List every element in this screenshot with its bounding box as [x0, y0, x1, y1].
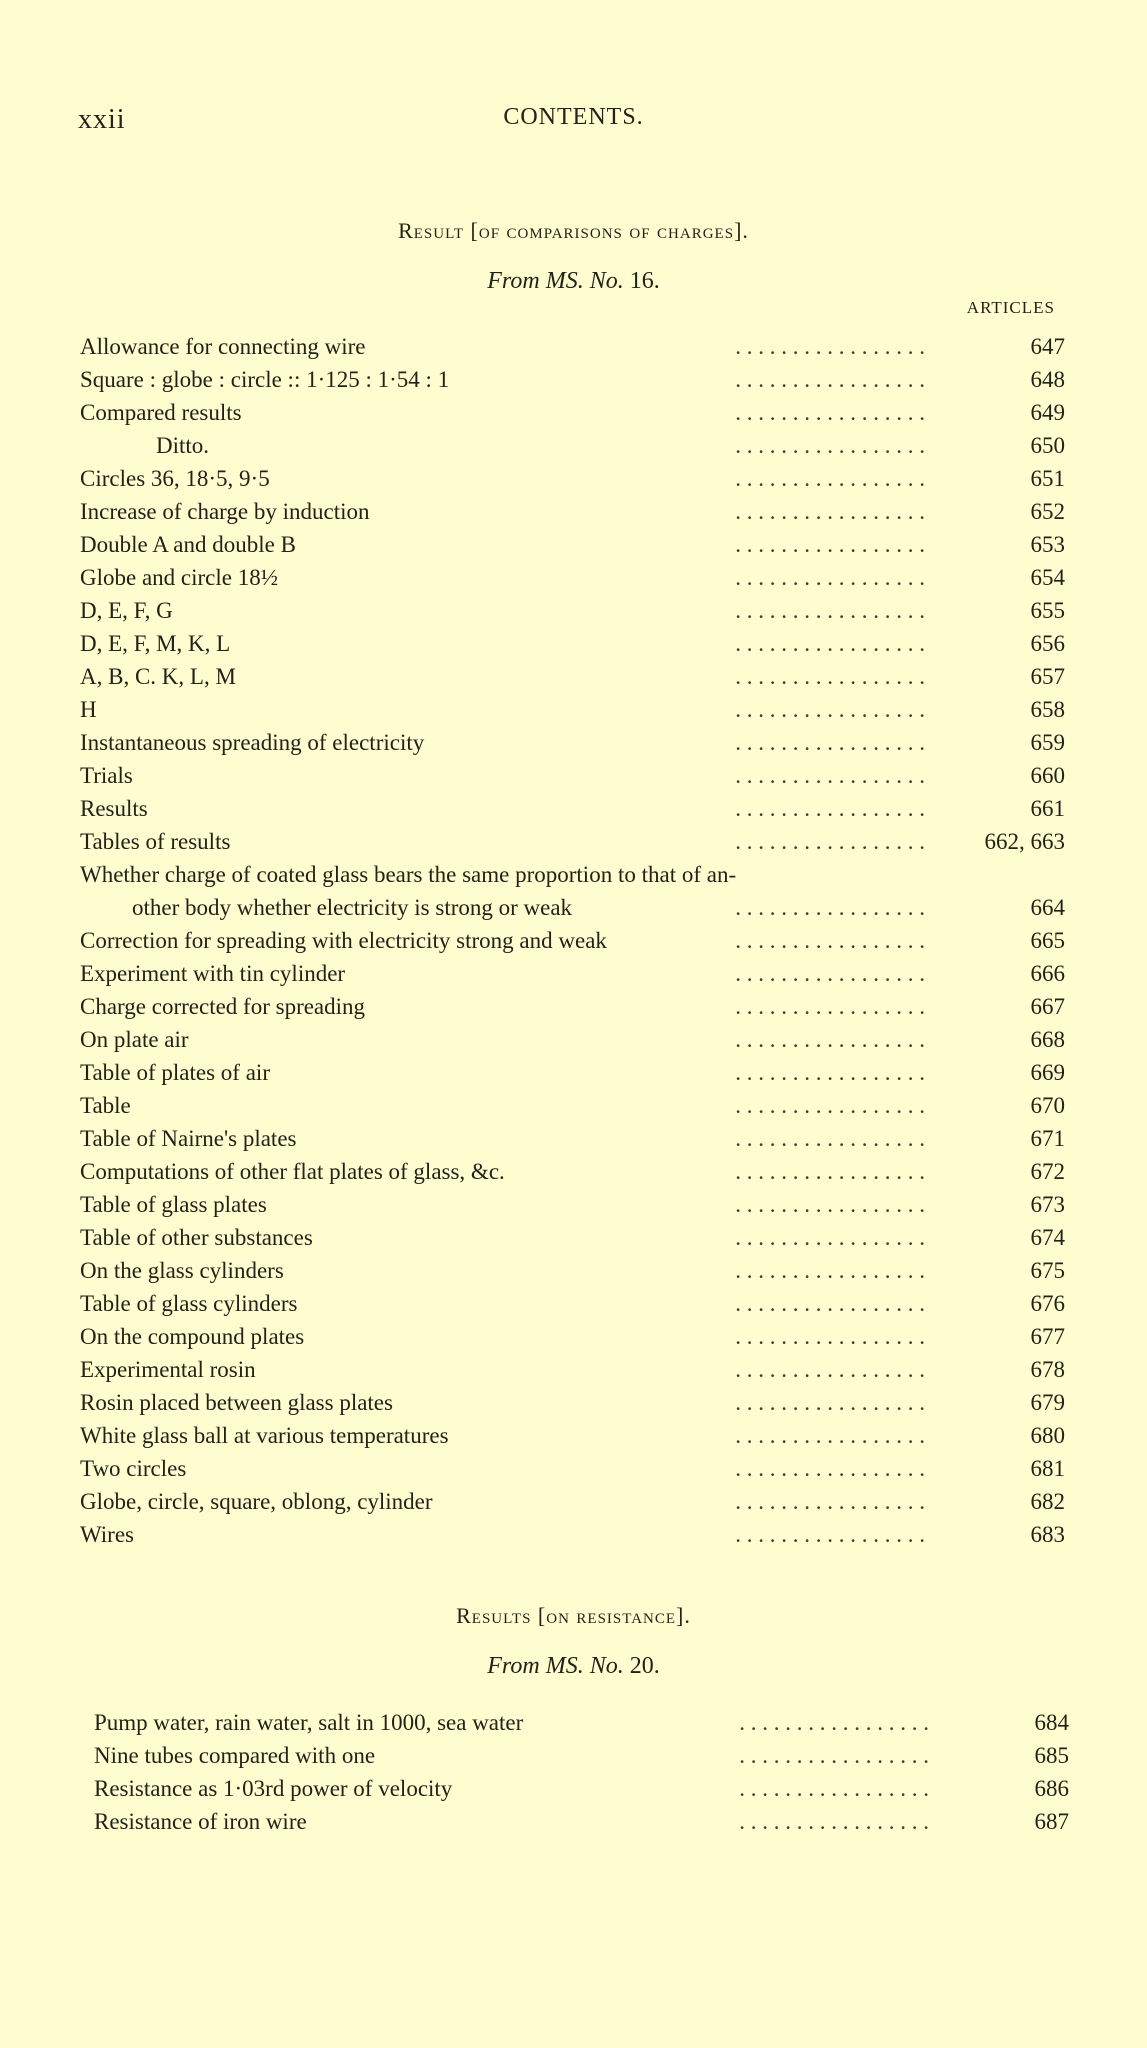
- toc-entry: [80, 1518, 1065, 1551]
- entry-label: White glass ball at various temperatures: [80, 1419, 455, 1452]
- toc-entry: [80, 1485, 1065, 1518]
- entry-label: Experiment with tin cylinder: [80, 957, 351, 990]
- dot-leader: . . . . . . . . . . . . . . . . .: [735, 664, 925, 689]
- toc-entry: [80, 1386, 1065, 1419]
- section-source-charges: [0, 268, 1147, 295]
- dot-leader: . . . . . . . . . . . . . . . . .: [739, 1809, 929, 1834]
- toc-entry: [80, 429, 1065, 462]
- toc-entry: [80, 627, 1065, 660]
- section-title-charges: Result [of comparisons of charges].: [398, 218, 749, 243]
- page-number: xxii: [78, 104, 126, 135]
- article-number: 687: [1034, 1809, 1069, 1834]
- dot-leader: . . . . . . . . . . . . . . . . .: [735, 895, 925, 920]
- entry-label: Ditto.: [156, 429, 215, 462]
- dot-leader: . . . . . . . . . . . . . . . . .: [735, 1522, 925, 1547]
- entry-label: Instantaneous spreading of electricity: [80, 726, 430, 759]
- article-number: 656: [1030, 631, 1065, 656]
- entry-label: H: [80, 693, 103, 726]
- article-number: 686: [1034, 1776, 1069, 1801]
- entry-label: Pump water, rain water, salt in 1000, sea water: [94, 1706, 529, 1739]
- article-number: 662, 663: [984, 829, 1065, 854]
- dot-leader: . . . . . . . . . . . . . . . . .: [735, 565, 925, 590]
- dot-leader: . . . . . . . . . . . . . . . . .: [735, 730, 925, 755]
- article-number: 671: [1030, 1126, 1065, 1151]
- dot-leader: . . . . . . . . . . . . . . . . .: [735, 961, 925, 986]
- dot-leader: . . . . . . . . . . . . . . . . .: [739, 1743, 929, 1768]
- page-header: [78, 104, 1069, 144]
- toc-entry: [80, 792, 1065, 825]
- toc-entry: [80, 693, 1065, 726]
- dot-leader: . . . . . . . . . . . . . . . . .: [735, 1258, 925, 1283]
- entry-label: Square : globe : circle :: 1·125 : 1·54 : 1: [80, 363, 455, 396]
- entry-label: On the compound plates: [80, 1320, 310, 1353]
- article-number: 677: [1030, 1324, 1065, 1349]
- article-number: 661: [1030, 796, 1065, 821]
- dot-leader: . . . . . . . . . . . . . . . . .: [735, 1060, 925, 1085]
- entry-label: On the glass cylinders: [80, 1254, 290, 1287]
- entry-label: Table of plates of air: [80, 1056, 276, 1089]
- toc-entry: [80, 924, 1065, 957]
- toc-entry: [94, 1772, 1069, 1805]
- entry-label: Two circles: [80, 1452, 192, 1485]
- toc-entry: [80, 1155, 1065, 1188]
- dot-leader: . . . . . . . . . . . . . . . . .: [735, 928, 925, 953]
- dot-leader: . . . . . . . . . . . . . . . . .: [735, 367, 925, 392]
- entry-label: Circles 36, 18·5, 9·5: [80, 462, 276, 495]
- toc-entry: [80, 330, 1065, 363]
- dot-leader: . . . . . . . . . . . . . . . . .: [735, 763, 925, 788]
- article-number: 660: [1030, 763, 1065, 788]
- article-number: 647: [1030, 334, 1065, 359]
- entry-label: Wires: [80, 1518, 140, 1551]
- article-number: 674: [1030, 1225, 1065, 1250]
- entry-label: Globe and circle 18½: [80, 561, 284, 594]
- toc-entry: [80, 528, 1065, 561]
- source-prefix: From MS. No.: [487, 1653, 624, 1679]
- entry-label: Allowance for connecting wire: [80, 330, 371, 363]
- article-number: 682: [1030, 1489, 1065, 1514]
- article-number: 673: [1030, 1192, 1065, 1217]
- dot-leader: . . . . . . . . . . . . . . . . .: [735, 1126, 925, 1151]
- contents-list-resistance: [94, 1706, 1069, 1838]
- toc-entry: [80, 660, 1065, 693]
- article-number: 655: [1030, 598, 1065, 623]
- dot-leader: . . . . . . . . . . . . . . . . .: [735, 1324, 925, 1349]
- section-title-resistance: Results [on resistance].: [456, 1603, 691, 1628]
- article-number: 654: [1030, 565, 1065, 590]
- source-number: 16.: [629, 268, 660, 294]
- entry-label: Trials: [80, 759, 139, 792]
- dot-leader: . . . . . . . . . . . . . . . . .: [735, 697, 925, 722]
- toc-entry: [80, 1419, 1065, 1452]
- toc-entry: [80, 726, 1065, 759]
- toc-entry: [80, 858, 1065, 891]
- source-prefix: From MS. No.: [487, 268, 624, 294]
- article-number: 683: [1030, 1522, 1065, 1547]
- toc-entry: [80, 462, 1065, 495]
- toc-entry: [80, 1188, 1065, 1221]
- entry-label: other body whether electricity is strong or weak: [132, 891, 578, 924]
- entry-label: Globe, circle, square, oblong, cylinder: [80, 1485, 439, 1518]
- article-number: 650: [1030, 433, 1065, 458]
- entry-label: Experimental rosin: [80, 1353, 262, 1386]
- article-number: 676: [1030, 1291, 1065, 1316]
- article-number: 678: [1030, 1357, 1065, 1382]
- entry-label: Whether charge of coated glass bears the same proportion to that of an-: [80, 858, 742, 891]
- entry-label: Table: [80, 1089, 137, 1122]
- dot-leader: . . . . . . . . . . . . . . . . .: [735, 1192, 925, 1217]
- dot-leader: . . . . . . . . . . . . . . . . .: [735, 466, 925, 491]
- toc-entry: [94, 1739, 1069, 1772]
- article-number: 652: [1030, 499, 1065, 524]
- article-number: 658: [1030, 697, 1065, 722]
- dot-leader: . . . . . . . . . . . . . . . . .: [735, 1489, 925, 1514]
- article-number: 665: [1030, 928, 1065, 953]
- running-head: CONTENTS.: [503, 104, 644, 130]
- toc-entry: [80, 1089, 1065, 1122]
- dot-leader: . . . . . . . . . . . . . . . . .: [735, 829, 925, 854]
- dot-leader: . . . . . . . . . . . . . . . . .: [735, 400, 925, 425]
- toc-entry: [80, 1122, 1065, 1155]
- toc-entry: [80, 957, 1065, 990]
- toc-entry: [80, 594, 1065, 627]
- entry-label: Increase of charge by induction: [80, 495, 376, 528]
- article-number: 664: [1030, 895, 1065, 920]
- dot-leader: . . . . . . . . . . . . . . . . .: [735, 1291, 925, 1316]
- entry-label: Resistance as 1·03rd power of velocity: [94, 1772, 458, 1805]
- toc-entry: [80, 363, 1065, 396]
- toc-entry: [80, 759, 1065, 792]
- entry-label: Tables of results: [80, 825, 236, 858]
- article-number: 666: [1030, 961, 1065, 986]
- article-number: 659: [1030, 730, 1065, 755]
- dot-leader: . . . . . . . . . . . . . . . . .: [735, 334, 925, 359]
- article-number: 653: [1030, 532, 1065, 557]
- dot-leader: . . . . . . . . . . . . . . . . .: [735, 1027, 925, 1052]
- article-number: 649: [1030, 400, 1065, 425]
- entry-label: Table of glass plates: [80, 1188, 273, 1221]
- toc-entry: [80, 495, 1065, 528]
- article-number: 667: [1030, 994, 1065, 1019]
- dot-leader: . . . . . . . . . . . . . . . . .: [735, 1357, 925, 1382]
- entry-label: Charge corrected for spreading: [80, 990, 371, 1023]
- article-number: 685: [1034, 1743, 1069, 1768]
- entry-label: Compared results: [80, 396, 248, 429]
- articles-column-head: ARTICLES: [966, 298, 1055, 317]
- dot-leader: . . . . . . . . . . . . . . . . .: [735, 499, 925, 524]
- source-number: 20.: [629, 1653, 660, 1679]
- entry-label: D, E, F, G: [80, 594, 179, 627]
- dot-leader: . . . . . . . . . . . . . . . . .: [735, 631, 925, 656]
- entry-label: Nine tubes compared with one: [94, 1739, 381, 1772]
- article-number: 675: [1030, 1258, 1065, 1283]
- article-number: 648: [1030, 367, 1065, 392]
- toc-entry: [80, 1287, 1065, 1320]
- dot-leader: . . . . . . . . . . . . . . . . .: [735, 1456, 925, 1481]
- article-number: 669: [1030, 1060, 1065, 1085]
- article-number: 684: [1034, 1710, 1069, 1735]
- dot-leader: . . . . . . . . . . . . . . . . .: [735, 433, 925, 458]
- entry-label: Correction for spreading with electricity strong and weak: [80, 924, 613, 957]
- article-number: 680: [1030, 1423, 1065, 1448]
- dot-leader: . . . . . . . . . . . . . . . . .: [735, 532, 925, 557]
- article-number: 672: [1030, 1159, 1065, 1184]
- section-source-resistance: [0, 1653, 1147, 1680]
- entry-label: Double A and double B: [80, 528, 302, 561]
- toc-entry: [94, 1805, 1069, 1838]
- toc-entry: [80, 1353, 1065, 1386]
- article-number: 679: [1030, 1390, 1065, 1415]
- dot-leader: . . . . . . . . . . . . . . . . .: [735, 994, 925, 1019]
- article-number: 657: [1030, 664, 1065, 689]
- toc-entry: [80, 891, 1065, 924]
- toc-entry: [80, 1056, 1065, 1089]
- toc-entry: [80, 1221, 1065, 1254]
- entry-label: Results: [80, 792, 154, 825]
- toc-entry: [80, 396, 1065, 429]
- toc-entry: [80, 1254, 1065, 1287]
- dot-leader: . . . . . . . . . . . . . . . . .: [739, 1776, 929, 1801]
- entry-label: Table of other substances: [80, 1221, 319, 1254]
- toc-entry: [80, 561, 1065, 594]
- toc-entry: [80, 825, 1065, 858]
- dot-leader: . . . . . . . . . . . . . . . . .: [735, 1093, 925, 1118]
- entry-label: Computations of other flat plates of glass, &c.: [80, 1155, 511, 1188]
- contents-list-charges: [80, 330, 1065, 1551]
- entry-label: Resistance of iron wire: [94, 1805, 313, 1838]
- dot-leader: . . . . . . . . . . . . . . . . .: [735, 1390, 925, 1415]
- entry-label: Rosin placed between glass plates: [80, 1386, 399, 1419]
- article-number: 670: [1030, 1093, 1065, 1118]
- entry-label: Table of Nairne's plates: [80, 1122, 302, 1155]
- dot-leader: . . . . . . . . . . . . . . . . .: [735, 1159, 925, 1184]
- entry-label: D, E, F, M, K, L: [80, 627, 236, 660]
- entry-label: On plate air: [80, 1023, 195, 1056]
- toc-entry: [80, 1320, 1065, 1353]
- dot-leader: . . . . . . . . . . . . . . . . .: [735, 796, 925, 821]
- article-number: 668: [1030, 1027, 1065, 1052]
- entry-label: Table of glass cylinders: [80, 1287, 303, 1320]
- dot-leader: . . . . . . . . . . . . . . . . .: [735, 1225, 925, 1250]
- toc-entry: [94, 1706, 1069, 1739]
- toc-entry: [80, 990, 1065, 1023]
- dot-leader: . . . . . . . . . . . . . . . . .: [735, 1423, 925, 1448]
- toc-entry: [80, 1452, 1065, 1485]
- dot-leader: . . . . . . . . . . . . . . . . .: [735, 598, 925, 623]
- dot-leader: . . . . . . . . . . . . . . . . .: [739, 1710, 929, 1735]
- toc-entry: [80, 1023, 1065, 1056]
- article-number: 681: [1030, 1456, 1065, 1481]
- article-number: 651: [1030, 466, 1065, 491]
- entry-label: A, B, C. K, L, M: [80, 660, 242, 693]
